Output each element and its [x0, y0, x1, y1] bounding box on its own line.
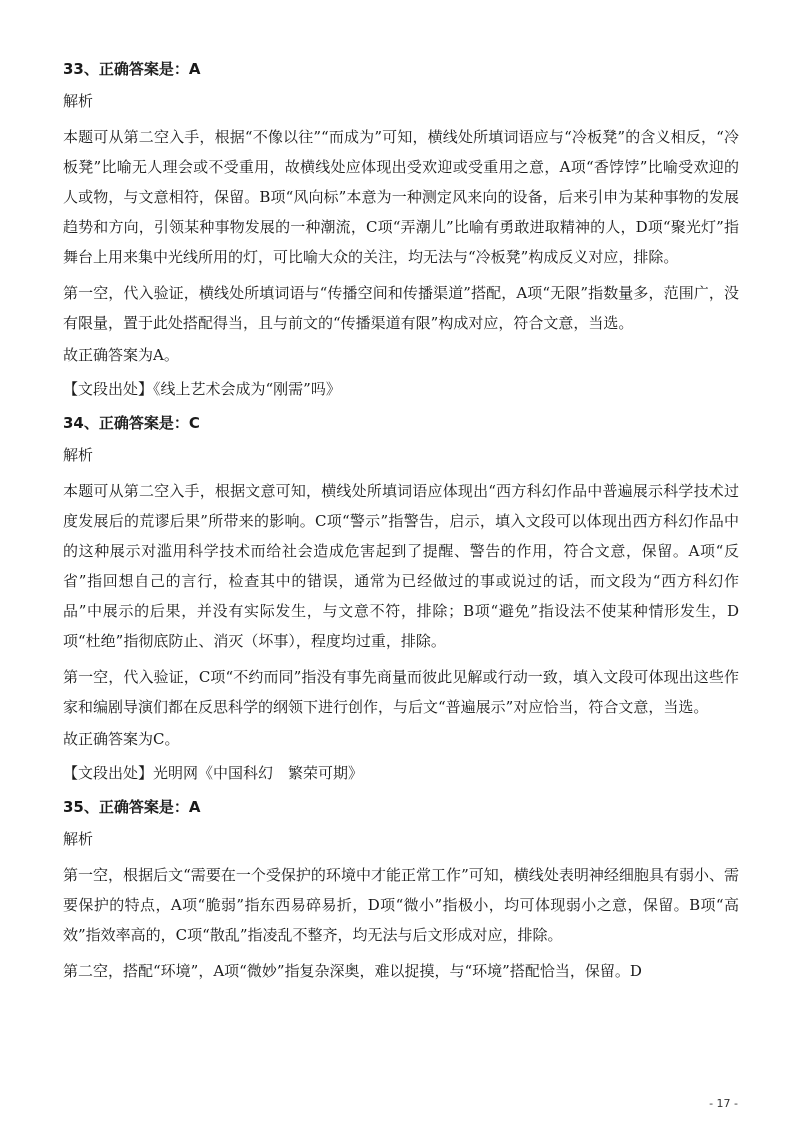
document-page — [63, 58, 739, 992]
analysis-paragraph: 本题可从第二空入手，根据文意可知，横线处所填词语应体现出“西方科幻作品中普遍展示科学技术过度发展后的荒谬后果”所带来的影响。C项“警示”指警告，启示，填入文段可以体现出西方科幻作品中的这种展示对滥用科学技术而给社会造成危害起到了提醒、警告的作用，符合文意，保留。A项“反省”指回想自己的言行，检查其中的错误，通常为已经做过的事或说过的话，而文段为“西方科幻作品”中展示的后果，并没有实际发生，与文意不符，排除；B项“避免”指设法不使某种情形发生，D项“杜绝”指彻底防止、消灭（坏事），程度均过重，排除。 — [63, 482, 739, 650]
source-line: 【文段出处】《线上艺术会成为“刚需”吗》 — [63, 380, 341, 398]
question-35 — [63, 796, 739, 986]
analysis-paragraph: 第二空，搭配“环境”，A项“微妙”指复杂深奥，难以捉摸，与“环境”搭配恰当，保留。D — [63, 962, 642, 980]
question-34 — [63, 412, 739, 784]
source-line: 【文段出处】光明网《中国科幻 繁荣可期》 — [63, 764, 364, 782]
analysis-label: 解析 — [63, 92, 94, 110]
analysis-paragraph: 本题可从第二空入手，根据“不像以往”“而成为”可知，横线处所填词语应与“冷板凳”的含义相反，“冷板凳”比喻无人理会或不受重用，故横线处应体现出受欢迎或受重用之意，A项“香饽饽”比喻受欢迎的人或物，与文意相符，保留。B项“风向标”本意为一种测定风来向的设备，后来引申为某种事物的发展趋势和方向，引领某种事物发展的一种潮流，C项“弄潮儿”比喻有勇敢进取精神的人，D项“聚光灯”指舞台上用来集中光线所用的灯，可比喻大众的关注，均无法与“冷板凳”构成反义对应，排除。 — [63, 128, 739, 266]
analysis-label: 解析 — [63, 446, 94, 464]
answer-line: 故正确答案为A。 — [63, 346, 179, 364]
page-number: - 17 - — [709, 1097, 738, 1110]
question-33 — [63, 58, 739, 400]
question-heading: 33、正确答案是：A — [63, 60, 201, 78]
answer-line: 故正确答案为C。 — [63, 730, 180, 748]
question-heading: 35、正确答案是：A — [63, 798, 201, 816]
analysis-paragraph: 第一空，代入验证，横线处所填词语与“传播空间和传播渠道”搭配，A项“无限”指数量多，范围广，没有限量，置于此处搭配得当，且与前文的“传播渠道有限”构成对应，符合文意，当选。 — [63, 284, 739, 332]
analysis-paragraph: 第一空，代入验证，C项“不约而同”指没有事先商量而彼此见解或行动一致，填入文段可体现出这些作家和编剧导演们都在反思科学的纲领下进行创作，与后文“普遍展示”对应恰当，符合文意，当选。 — [63, 668, 739, 716]
analysis-paragraph: 第一空，根据后文“需要在一个受保护的环境中才能正常工作”可知，横线处表明神经细胞具有弱小、需要保护的特点，A项“脆弱”指东西易碎易折，D项“微小”指极小，均可体现弱小之意，保留。B项“高效”指效率高的，C项“散乱”指凌乱不整齐，均无法与后文形成对应，排除。 — [63, 866, 739, 944]
analysis-label: 解析 — [63, 830, 94, 848]
question-heading: 34、正确答案是：C — [63, 414, 200, 432]
